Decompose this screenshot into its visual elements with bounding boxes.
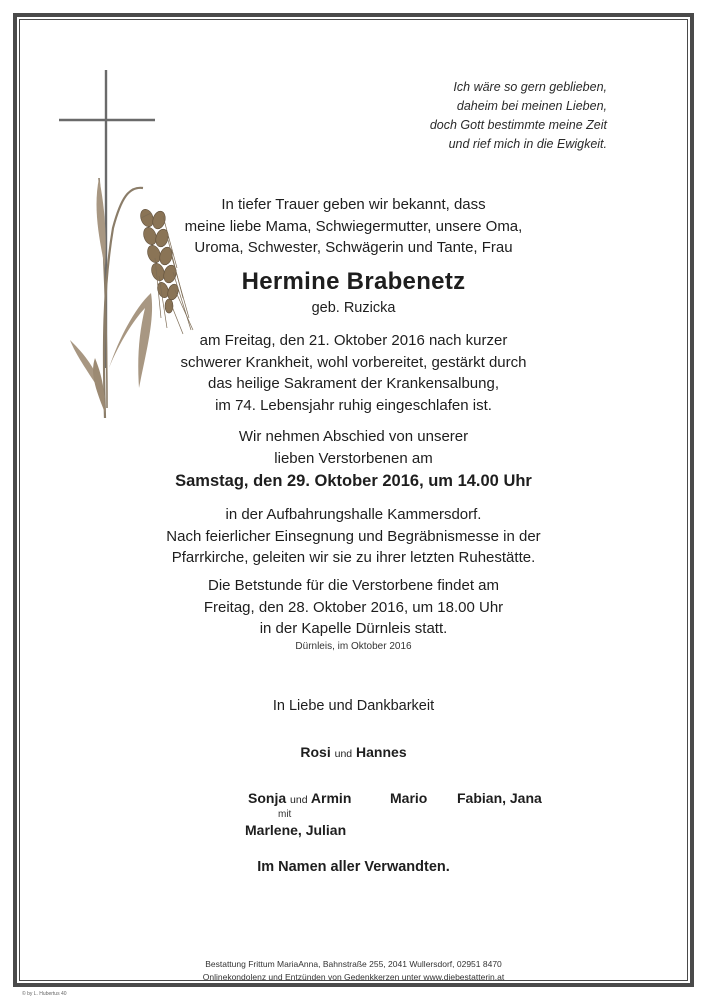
grandchild-name: Sonja <box>248 790 287 806</box>
intro-line: In tiefer Trauer geben wir bekannt, dass <box>221 196 486 213</box>
footer-website: Onlinekondolenz und Entzünden von Gedenkkerzen unter www.diebestatterin.at <box>202 972 505 982</box>
prayer-notice <box>0 575 707 640</box>
child-name: Rosi <box>300 744 331 760</box>
funeral-place <box>0 504 707 569</box>
prayer-line: Freitag, den 28. Oktober 2016, um 18.00 Uhr <box>203 598 504 616</box>
death-line: das heilige Sakrament der Krankensalbung, <box>207 375 499 392</box>
relatives-line: Im Namen aller Verwandten. <box>257 859 450 875</box>
great-grandchildren: Marlene, Julian <box>245 822 347 838</box>
farewell-line: Wir nehmen Abschied von unserer <box>238 428 469 445</box>
maiden-name: geb. Ruzicka <box>311 300 396 316</box>
poem-line: Ich wäre so gern geblieben, <box>453 80 607 94</box>
with-label: mit <box>278 809 292 820</box>
funeral-place-line: Pfarrkirche, geleiten wir sie zu ihrer letzten Ruhestätte. <box>171 549 536 566</box>
footer-address: Bestattung Frittum MariaAnna, Bahnstraße 255, 2041 Wullersdorf, 02951 8470 <box>205 959 502 969</box>
death-notice <box>0 330 707 416</box>
grandchild-name: Armin <box>310 790 352 806</box>
children-line <box>0 744 707 760</box>
grandchild-name: Fabian, Jana <box>457 790 542 806</box>
poem-line: daheim bei meinen Lieben, <box>456 99 607 113</box>
child-name: Hannes <box>356 744 407 760</box>
poem-line: doch Gott bestimmte meine Zeit <box>429 118 607 132</box>
funeral-date: Samstag, den 29. Oktober 2016, um 14.00 Uhr <box>175 472 532 490</box>
grandchild-name: Mario <box>390 790 428 806</box>
poem-line: und rief mich in die Ewigkeit. <box>448 137 607 151</box>
place-date: Dürnleis, im Oktober 2016 <box>295 641 412 652</box>
prayer-line: in der Kapelle Dürnleis statt. <box>259 620 448 637</box>
intro-line: Uroma, Schwester, Schwägerin und Tante, Frau <box>194 239 513 256</box>
gratitude-line: In Liebe und Dankbarkeit <box>272 698 435 714</box>
poem <box>430 78 607 154</box>
connector: und <box>334 748 353 760</box>
prayer-line: Die Betstunde für die Verstorbene findet am <box>207 577 499 594</box>
copyright-credit: © by L. Hubertus 40 <box>22 991 67 997</box>
death-line: im 74. Lebensjahr ruhig eingeschlafen ist. <box>215 396 492 414</box>
funeral-place-line: Nach feierlicher Einsegnung und Begräbnismesse in der <box>166 527 541 545</box>
death-line: am Freitag, den 21. Oktober 2016 nach kurzer <box>199 332 508 349</box>
intro-text <box>0 194 707 259</box>
intro-line: meine liebe Mama, Schwiegermutter, unsere Oma, <box>184 217 523 235</box>
farewell-line: lieben Verstorbenen am <box>274 449 433 467</box>
death-line: schwerer Krankheit, wohl vorbereitet, gestärkt durch <box>180 353 527 371</box>
deceased-name: Hermine Brabenetz <box>241 268 466 295</box>
farewell-text <box>0 426 707 469</box>
connector: und <box>290 794 308 806</box>
grandchildren-pair <box>248 790 351 806</box>
funeral-place-line: in der Aufbahrungshalle Kammersdorf. <box>225 506 482 523</box>
